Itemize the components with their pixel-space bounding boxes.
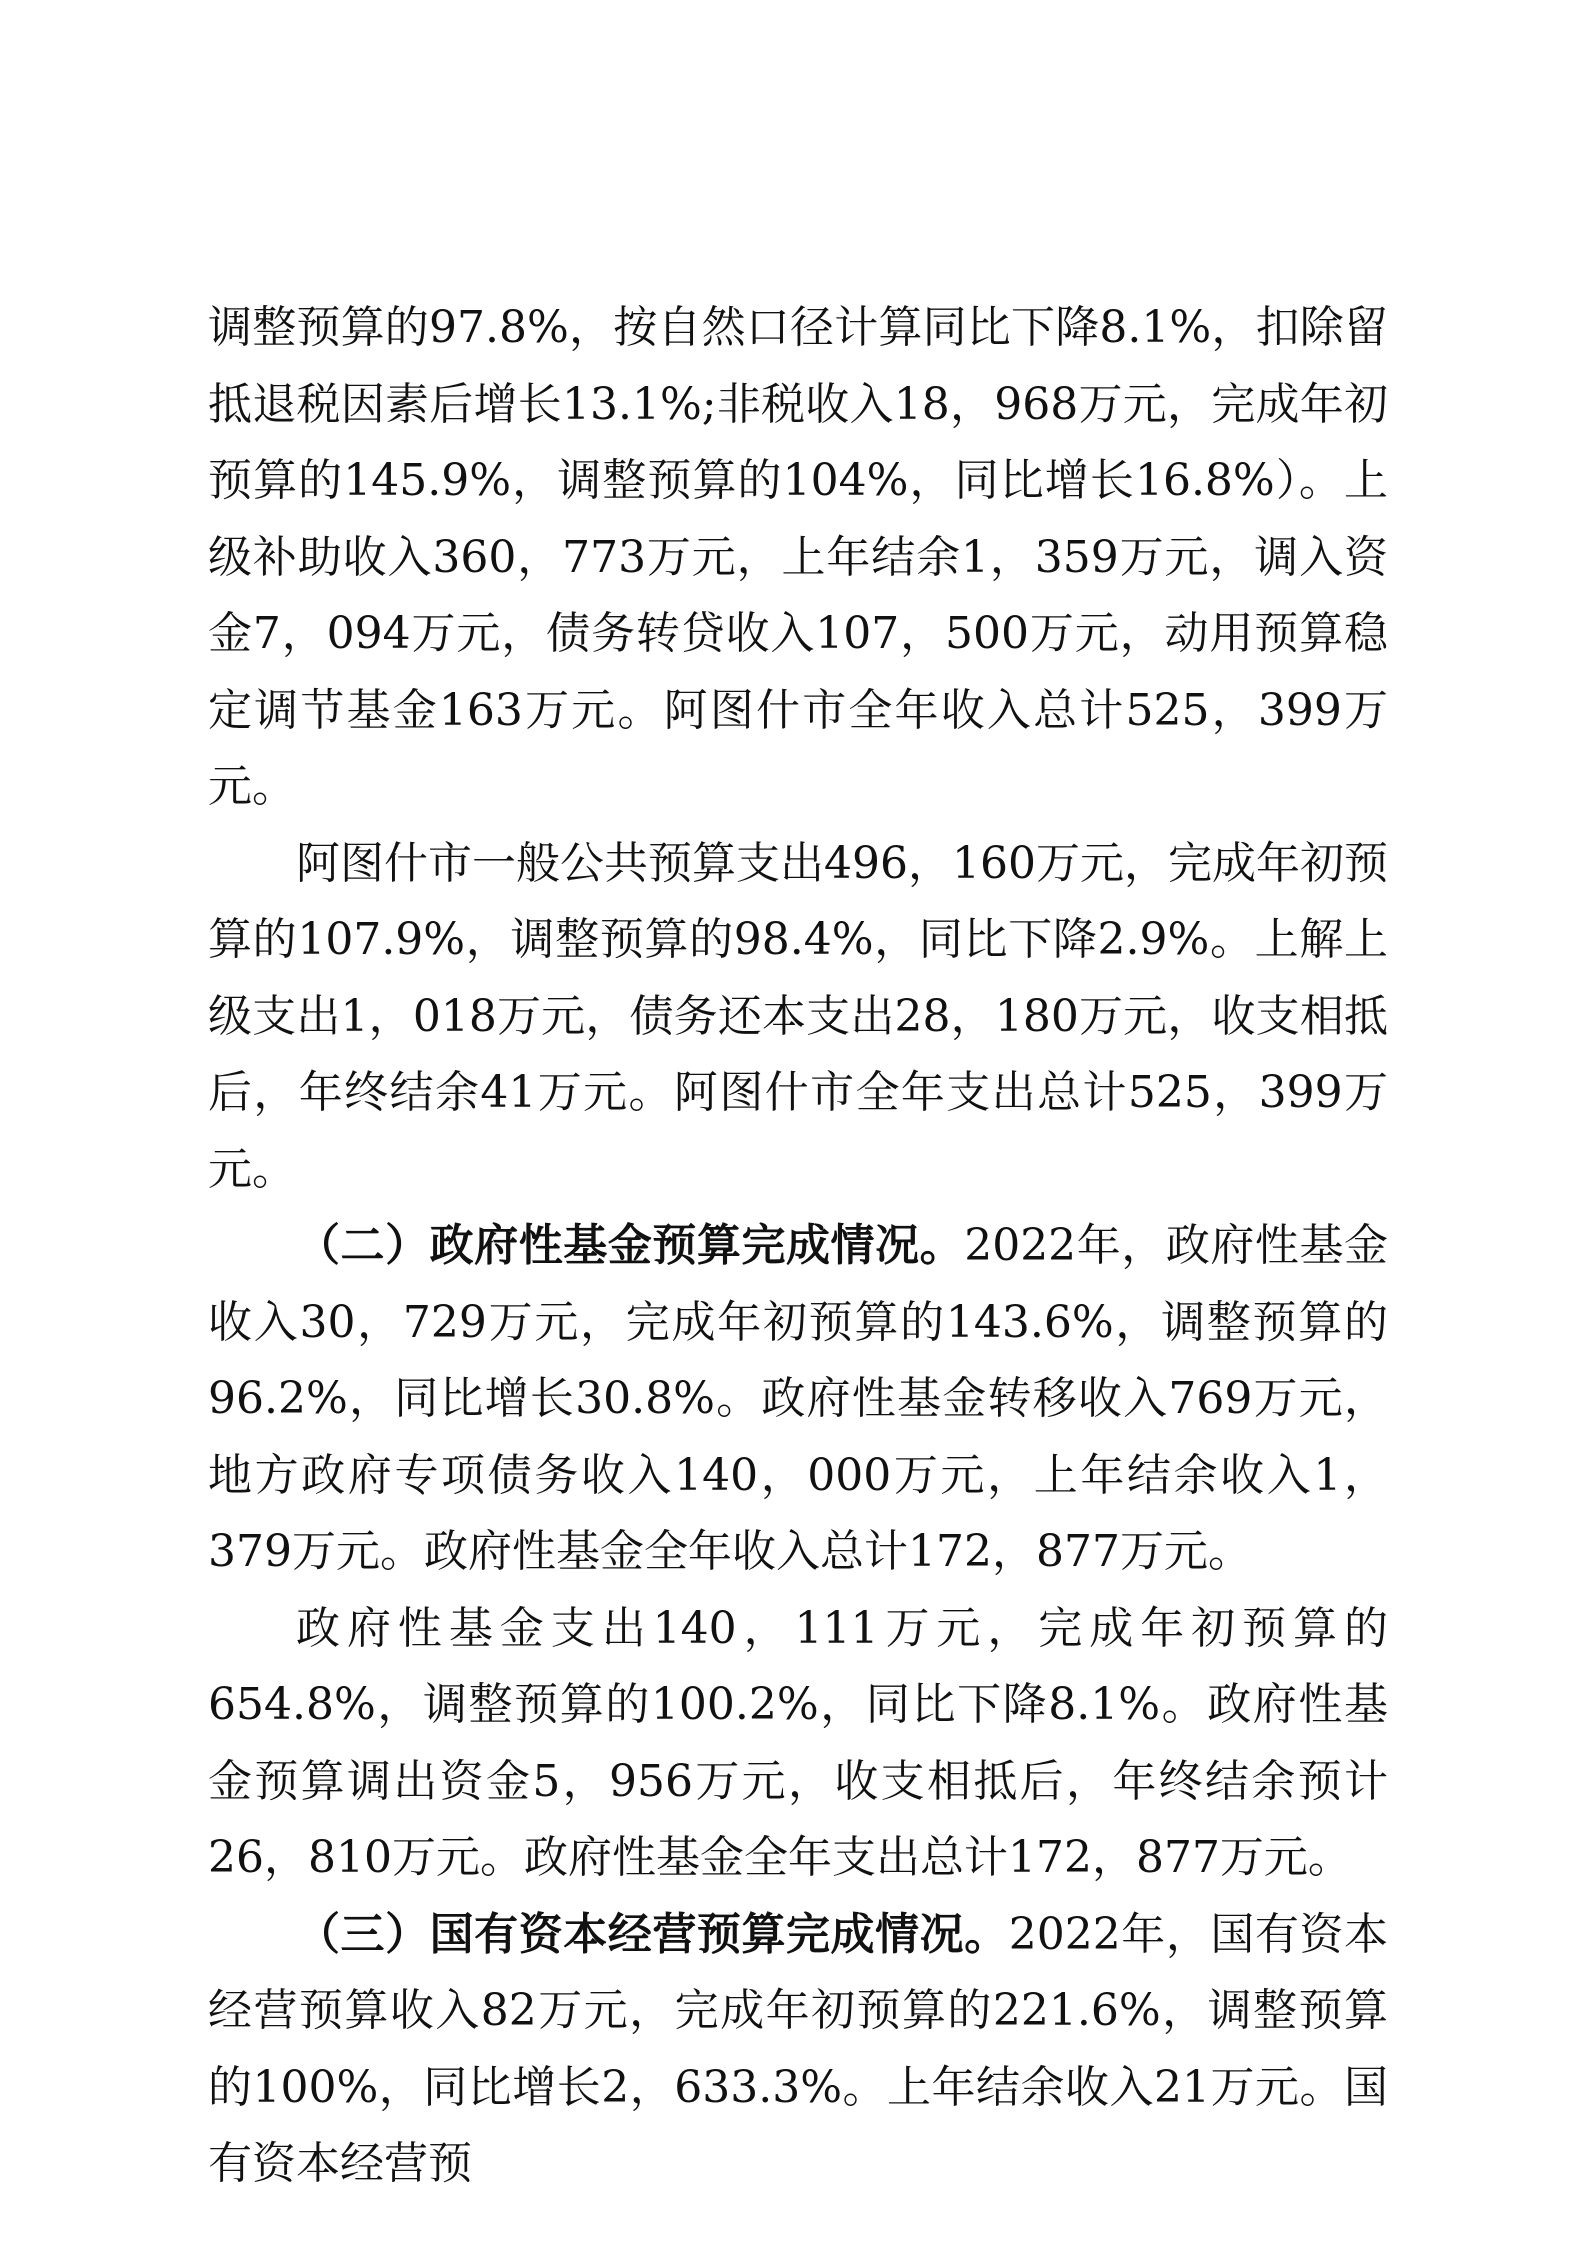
paragraph-text: 调整预算的97.8%，按自然口径计算同比下降8.1%，扣除留抵退税因素后增长13.1%;非税收入18，968万元，完成年初预算的145.9%，调整预算的104%，同比增长16.8%）。上级补助收入360，773万元，上年结余1，359万元，调入资金7，094万元，债务转贷收入107，500万元，动用预算稳定调节基金163万元。阿图什市全年收入总计525，399万元。	[208, 302, 1388, 812]
paragraph-text: 阿图什市一般公共预算支出496，160万元，完成年初预算的107.9%，调整预算的98.4%，同比下降2.9%。上解上级支出1，018万元，债务还本支出28，180万元，收支相抵后，年终结余41万元。阿图什市全年支出总计525，399万元。	[208, 837, 1388, 1195]
paragraph-fund-revenue	[208, 1208, 1388, 1591]
section-heading: （二）政府性基金预算完成情况。	[296, 1220, 965, 1271]
paragraph-state-capital	[208, 1897, 1388, 2203]
paragraph-fund-expenditure	[208, 1591, 1388, 1897]
paragraph-general-expenditure	[208, 826, 1388, 1209]
paragraph-text: 2022年，国有资本经营预算收入82万元，完成年初预算的221.6%，调整预算的100%，同比增长2，633.3%。上年结余收入21万元。国有资本经营预	[208, 1908, 1389, 2189]
paragraph-general-revenue	[208, 290, 1388, 826]
section-heading: （三）国有资本经营预算完成情况。	[296, 1908, 1009, 1960]
document-page	[208, 290, 1388, 2203]
paragraph-text: 2022年，政府性基金收入30，729万元，完成年初预算的143.6%，调整预算的96.2%，同比增长30.8%。政府性基金转移收入769万元，地方政府专项债务收入140，000万元，上年结余收入1，379万元。政府性基金全年收入总计172，877万元。	[208, 1220, 1389, 1577]
paragraph-text: 政府性基金支出140，111万元，完成年初预算的654.8%，调整预算的100.2%，同比下降8.1%。政府性基金预算调出资金5，956万元，收支相抵后，年终结余预计26，810万元。政府性基金全年支出总计172，877万元。	[208, 1602, 1388, 1883]
